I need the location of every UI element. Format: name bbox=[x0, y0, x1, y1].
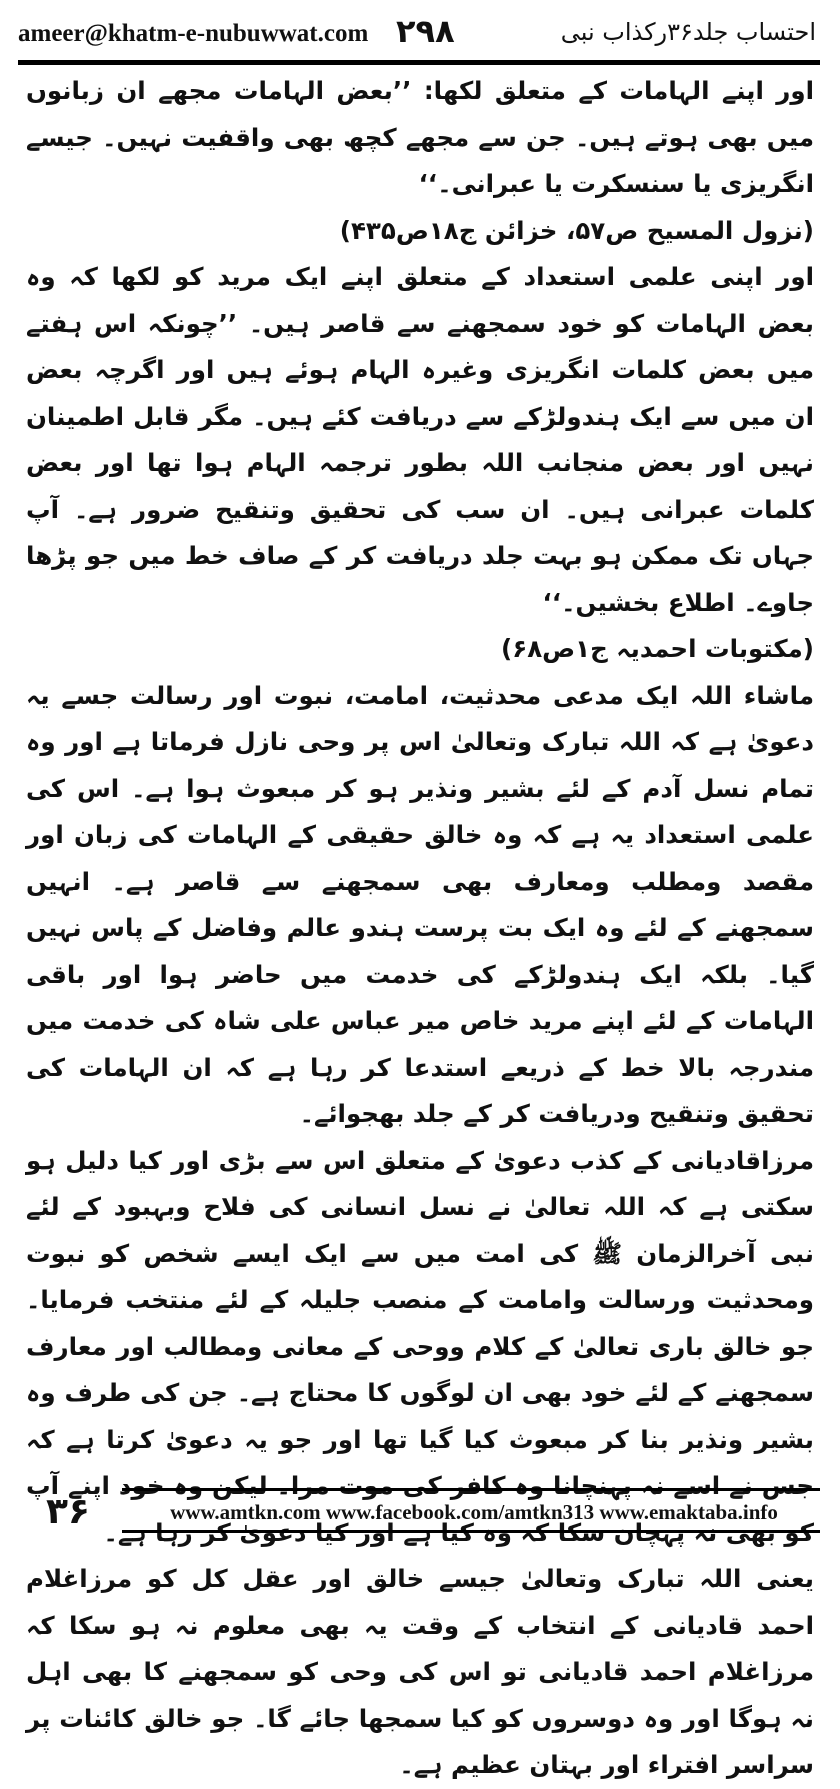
footer-rule-top bbox=[122, 1488, 820, 1491]
paragraph: اور اپنے الہامات کے متعلق لکھا: ’’بعض الہامات مجھے ان زبانوں میں بھی ہوتے ہیں۔ جن سے مجھے کچھ بھی واقفیت نہیں۔ جیسے انگریزی یا سنسکرت یا عبرانی۔‘‘ bbox=[26, 76, 814, 198]
volume-number: ۳۶ bbox=[46, 1491, 90, 1532]
citation: (مکتوبات احمدیہ ج۱ص۶۸) bbox=[501, 634, 814, 663]
paragraph: یعنی اللہ تبارک وتعالیٰ جیسے خالق اور عقل کل کو مرزاغلام احمد قادیانی کے انتخاب کے وقت یہ بھی معلوم نہ ہو سکا کہ مرزاغلام احمد قادیانی تو اس کی وحی کو سمجھنے کا بھی اہل نہ ہوگا اور وہ دوسروں کو کیا سمجھا جائے گا۔ جو خالق کائنات پر سراسر افتراء اور بہتان عظیم ہے۔ bbox=[26, 1564, 814, 1779]
header-email[interactable]: ameer@khatm-e-nubuwwat.com bbox=[18, 20, 369, 47]
running-title: احتساب جلد۳۶رکذاب نبی bbox=[560, 18, 816, 46]
paragraph: مرزاقادیانی کے کذب دعویٰ کے متعلق اس سے بڑی اور کیا دلیل ہو سکتی ہے کہ اللہ تعالیٰ نے نسل انسانی کی فلاح وبہبود کے لئے نبی آخرالزمان ﷺ کی امت میں سے ایک ایسے شخص کو نبوت ومحدثیت ورسالت وامامت کے منصب جلیلہ کے لئے منتخب فرمایا۔ جو خالق باری تعالیٰ کے کلام ووحی کے معانی ومطالب اور معارف سمجھنے کے لئے خود بھی ان لوگوں کا محتاج ہے۔ جن کی طرف وہ بشیر ونذیر بنا کر مبعوث کیا گیا تھا اور جو یہ دعویٰ کرتا ہے کہ جس نے اسے نہ پہنچانا وہ کافر کی موت مرا۔ لیکن وہ خود اپنے آپ کو بھی نہ پہچان سکا کہ وہ کیا ہے اور کیا دعویٰ کر رہا ہے۔ bbox=[26, 1145, 814, 1547]
footer-urls[interactable]: www.amtkn.com www.facebook.com/amtkn313 www.emaktaba.info bbox=[170, 1500, 778, 1524]
paragraph: اور اپنی علمی استعداد کے متعلق اپنے ایک مرید کو لکھا کہ وہ بعض الہامات کو خود سمجھنے سے قاصر ہیں۔ ’’چونکہ اس ہفتے میں بعض کلمات انگریزی وغیرہ الہام ہوئے ہیں اور اگرچہ بعض ان میں سے ایک ہندولڑکے سے دریافت کئے ہیں۔ مگر قابل اطمینان نہیں اور بعض منجانب اللہ بطور ترجمہ الہام ہوا تھا اور بعض کلمات عبرانی ہیں۔ ان سب کی تحقیق وتنقیح ضرور ہے۔ آپ جہاں تک ممکن ہو بہت جلد دریافت کر کے صاف خط میں جو پڑھا جاوے۔ اطلاع بخشیں۔‘‘ bbox=[26, 262, 814, 617]
page-header bbox=[18, 12, 820, 52]
header-rule bbox=[18, 60, 820, 65]
citation: (نزول المسیح ص۵۷، خزائن ج۱۸ص۴۳۵) bbox=[339, 215, 814, 245]
footer-rule-bottom bbox=[122, 1530, 820, 1533]
paragraph: ماشاء اللہ ایک مدعی محدثیت، امامت، نبوت اور رسالت جسے یہ دعویٰ ہے کہ اللہ تبارک وتعالیٰ اس پر وحی نازل فرماتا ہے اور وہ تمام نسل آدم کے لئے بشیر ونذیر ہو کر مبعوث ہوا ہے۔ اس کی علمی استعداد یہ ہے کہ وہ خالق حقیقی کے الہامات کی زبان اور مقصد ومطلب ومعارف بھی سمجھنے سے قاصر ہے۔ انہیں سمجھنے کے لئے وہ ایک بت پرست ہندو عالم وفاضل کے پاس نہیں گیا۔ بلکہ ایک ہندولڑکے کی خدمت میں حاضر ہوا اور باقی الہامات کے لئے اپنے مرید خاص میر عباس علی شاہ کی خدمت میں مندرجہ بالا خط کے ذریعے استدعا کر رہا ہے کہ ان الہامات کی تحقیق وتنقیح ودریافت کر کے جلد بھجوائے۔ bbox=[26, 680, 814, 1128]
page-number: ۲۹۸ bbox=[396, 12, 455, 50]
